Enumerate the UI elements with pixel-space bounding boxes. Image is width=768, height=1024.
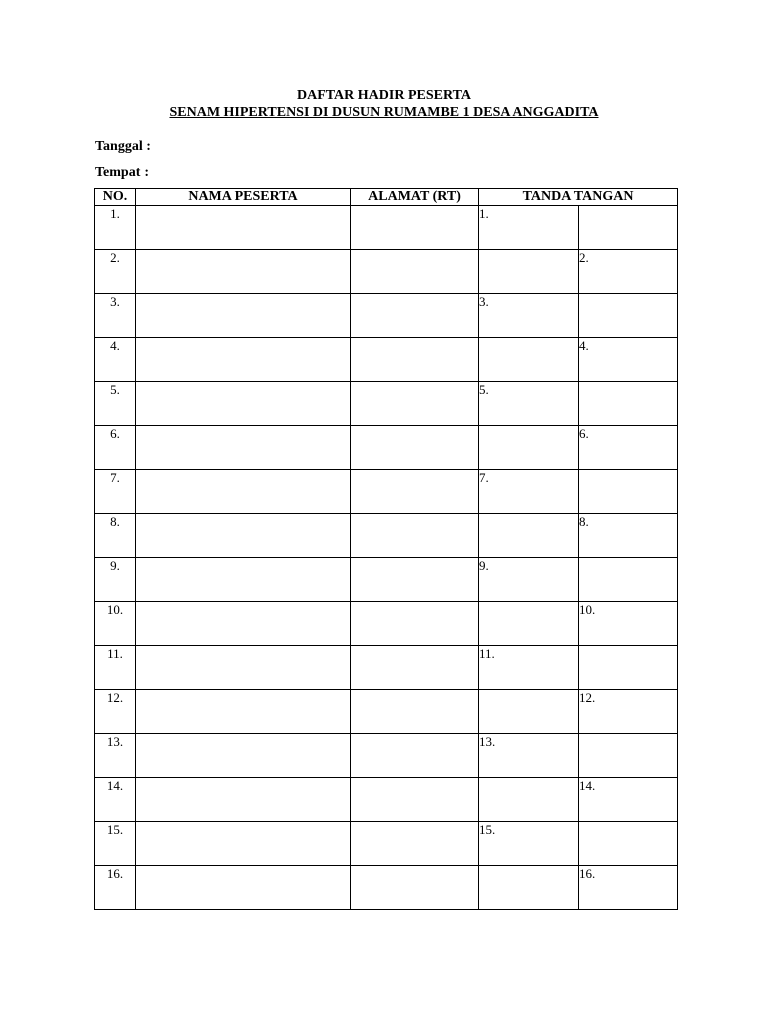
table-row bbox=[95, 646, 678, 690]
table-row bbox=[95, 426, 678, 470]
signature-left-cell[interactable]: 15. bbox=[479, 822, 579, 866]
nama-peserta-cell[interactable] bbox=[136, 822, 351, 866]
signature-right-cell[interactable] bbox=[579, 822, 678, 866]
alamat-cell[interactable] bbox=[351, 426, 479, 470]
row-number: 3. bbox=[95, 294, 136, 338]
nama-peserta-cell[interactable] bbox=[136, 602, 351, 646]
row-number: 9. bbox=[95, 558, 136, 602]
signature-right-cell[interactable] bbox=[579, 734, 678, 778]
row-number: 6. bbox=[95, 426, 136, 470]
alamat-cell[interactable] bbox=[351, 822, 479, 866]
signature-right-cell[interactable]: 16. bbox=[579, 866, 678, 910]
signature-left-cell[interactable]: 7. bbox=[479, 470, 579, 514]
signature-left-cell[interactable] bbox=[479, 690, 579, 734]
alamat-cell[interactable] bbox=[351, 558, 479, 602]
header-no: NO. bbox=[95, 189, 136, 206]
alamat-cell[interactable] bbox=[351, 866, 479, 910]
alamat-cell[interactable] bbox=[351, 382, 479, 426]
alamat-cell[interactable] bbox=[351, 338, 479, 382]
table-row bbox=[95, 470, 678, 514]
attendance-table bbox=[94, 188, 678, 910]
table-row bbox=[95, 866, 678, 910]
signature-left-cell[interactable] bbox=[479, 338, 579, 382]
attendance-rows bbox=[95, 206, 678, 910]
signature-right-cell[interactable]: 2. bbox=[579, 250, 678, 294]
nama-peserta-cell[interactable] bbox=[136, 558, 351, 602]
signature-left-cell[interactable] bbox=[479, 426, 579, 470]
nama-peserta-cell[interactable] bbox=[136, 426, 351, 470]
signature-right-cell[interactable] bbox=[579, 646, 678, 690]
document-subtitle: SENAM HIPERTENSI DI DUSUN RUMAMBE 1 DESA ANGGADITA bbox=[169, 105, 599, 120]
alamat-cell[interactable] bbox=[351, 734, 479, 778]
nama-peserta-cell[interactable] bbox=[136, 778, 351, 822]
nama-peserta-cell[interactable] bbox=[136, 294, 351, 338]
signature-right-cell[interactable] bbox=[579, 206, 678, 250]
row-number: 16. bbox=[95, 866, 136, 910]
table-row bbox=[95, 206, 678, 250]
alamat-cell[interactable] bbox=[351, 646, 479, 690]
signature-left-cell[interactable] bbox=[479, 514, 579, 558]
table-row bbox=[95, 382, 678, 426]
signature-right-cell[interactable] bbox=[579, 294, 678, 338]
table-row bbox=[95, 822, 678, 866]
nama-peserta-cell[interactable] bbox=[136, 866, 351, 910]
table-row bbox=[95, 690, 678, 734]
table-row bbox=[95, 734, 678, 778]
table-row bbox=[95, 602, 678, 646]
row-number: 14. bbox=[95, 778, 136, 822]
nama-peserta-cell[interactable] bbox=[136, 338, 351, 382]
signature-left-cell[interactable]: 3. bbox=[479, 294, 579, 338]
header-alamat: ALAMAT (RT) bbox=[351, 189, 479, 206]
signature-left-cell[interactable] bbox=[479, 866, 579, 910]
signature-left-cell[interactable]: 9. bbox=[479, 558, 579, 602]
row-number: 4. bbox=[95, 338, 136, 382]
signature-right-cell[interactable]: 8. bbox=[579, 514, 678, 558]
tanggal-label: Tanggal : bbox=[95, 139, 151, 154]
signature-right-cell[interactable] bbox=[579, 470, 678, 514]
alamat-cell[interactable] bbox=[351, 514, 479, 558]
nama-peserta-cell[interactable] bbox=[136, 206, 351, 250]
alamat-cell[interactable] bbox=[351, 250, 479, 294]
table-header-row bbox=[95, 189, 678, 206]
alamat-cell[interactable] bbox=[351, 602, 479, 646]
document-title: DAFTAR HADIR PESERTA bbox=[296, 88, 471, 103]
signature-right-cell[interactable] bbox=[579, 382, 678, 426]
signature-right-cell[interactable]: 4. bbox=[579, 338, 678, 382]
signature-right-cell[interactable] bbox=[579, 558, 678, 602]
nama-peserta-cell[interactable] bbox=[136, 382, 351, 426]
signature-left-cell[interactable]: 11. bbox=[479, 646, 579, 690]
row-number: 11. bbox=[95, 646, 136, 690]
signature-right-cell[interactable]: 14. bbox=[579, 778, 678, 822]
header-nama-peserta: NAMA PESERTA bbox=[136, 189, 351, 206]
row-number: 13. bbox=[95, 734, 136, 778]
alamat-cell[interactable] bbox=[351, 470, 479, 514]
tempat-colon: : bbox=[144, 165, 150, 180]
tempat-label: Tempat bbox=[95, 165, 141, 180]
signature-left-cell[interactable]: 1. bbox=[479, 206, 579, 250]
table-row bbox=[95, 294, 678, 338]
signature-left-cell[interactable]: 5. bbox=[479, 382, 579, 426]
nama-peserta-cell[interactable] bbox=[136, 514, 351, 558]
nama-peserta-cell[interactable] bbox=[136, 690, 351, 734]
signature-left-cell[interactable] bbox=[479, 250, 579, 294]
signature-left-cell[interactable]: 13. bbox=[479, 734, 579, 778]
tempat-line bbox=[95, 164, 149, 181]
alamat-cell[interactable] bbox=[351, 206, 479, 250]
nama-peserta-cell[interactable] bbox=[136, 470, 351, 514]
row-number: 15. bbox=[95, 822, 136, 866]
table-row bbox=[95, 338, 678, 382]
signature-left-cell[interactable] bbox=[479, 778, 579, 822]
table-row bbox=[95, 250, 678, 294]
signature-right-cell[interactable]: 12. bbox=[579, 690, 678, 734]
alamat-cell[interactable] bbox=[351, 690, 479, 734]
signature-left-cell[interactable] bbox=[479, 602, 579, 646]
signature-right-cell[interactable]: 10. bbox=[579, 602, 678, 646]
row-number: 10. bbox=[95, 602, 136, 646]
nama-peserta-cell[interactable] bbox=[136, 734, 351, 778]
signature-right-cell[interactable]: 6. bbox=[579, 426, 678, 470]
nama-peserta-cell[interactable] bbox=[136, 646, 351, 690]
header-tanda-tangan: TANDA TANGAN bbox=[479, 189, 678, 206]
table-row bbox=[95, 558, 678, 602]
row-number: 7. bbox=[95, 470, 136, 514]
alamat-cell[interactable] bbox=[351, 294, 479, 338]
alamat-cell[interactable] bbox=[351, 778, 479, 822]
row-number: 1. bbox=[95, 206, 136, 250]
row-number: 2. bbox=[95, 250, 136, 294]
row-number: 8. bbox=[95, 514, 136, 558]
row-number: 12. bbox=[95, 690, 136, 734]
row-number: 5. bbox=[95, 382, 136, 426]
table-row bbox=[95, 514, 678, 558]
nama-peserta-cell[interactable] bbox=[136, 250, 351, 294]
table-row bbox=[95, 778, 678, 822]
